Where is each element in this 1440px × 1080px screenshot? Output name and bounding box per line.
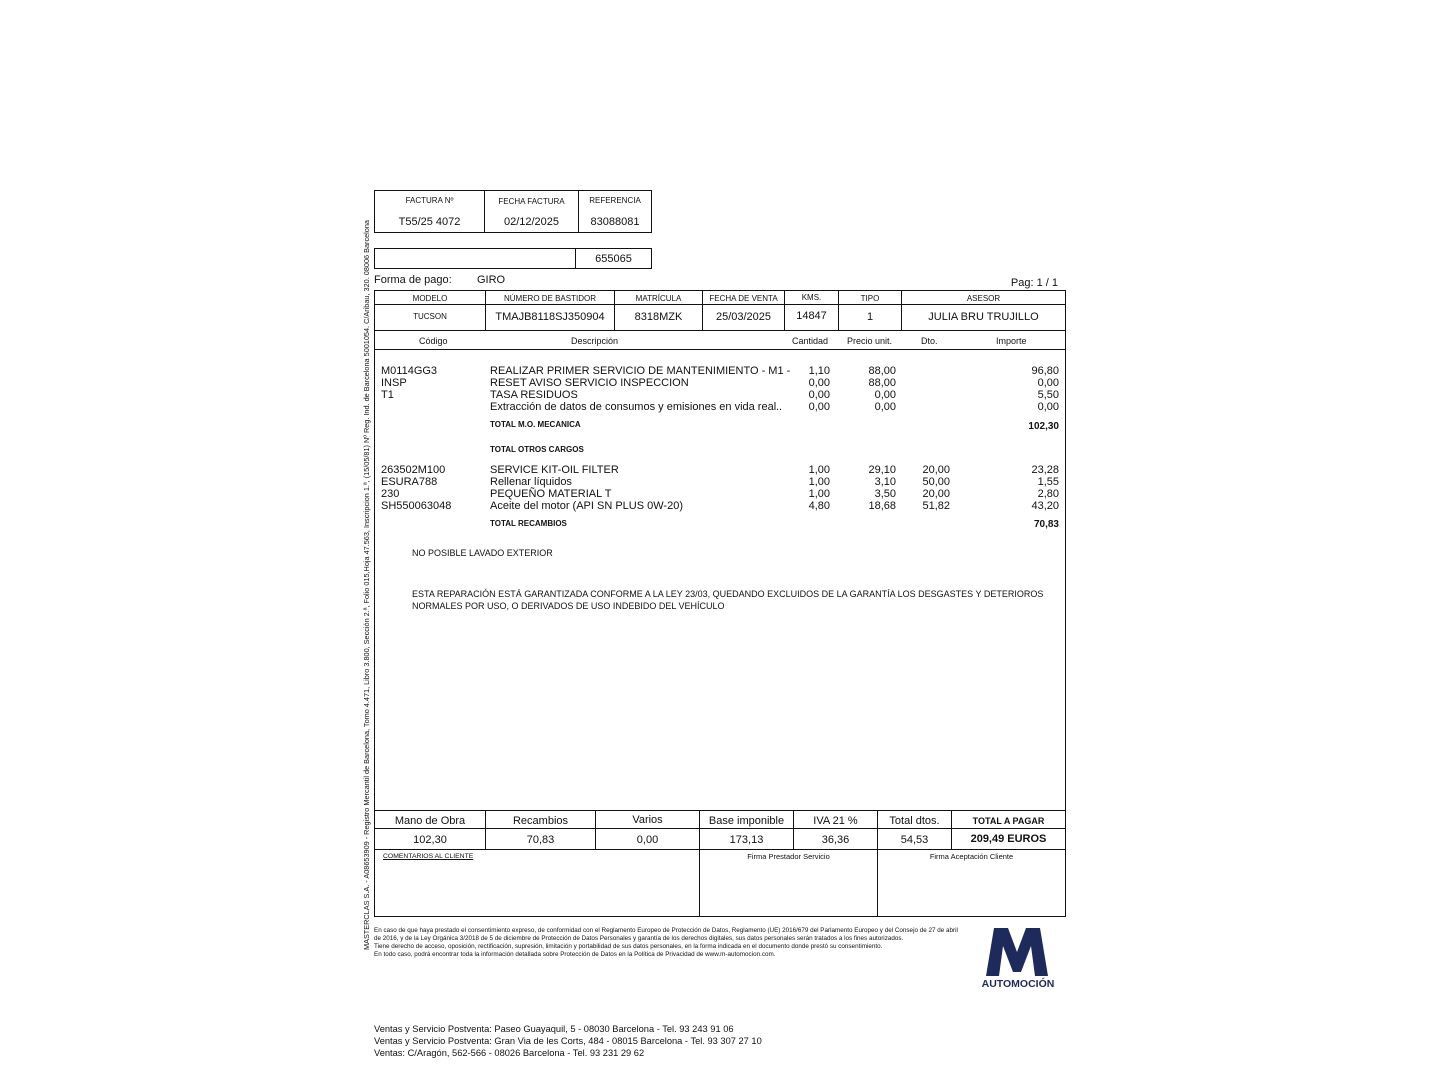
- vehicle-header-kms: KMS.: [801, 293, 822, 302]
- customer-comments-label: COMENTARIOS AL CLIENTE: [383, 853, 474, 860]
- vehicle-plate: 8318MZK: [634, 311, 683, 323]
- line-code: ESURA788: [381, 476, 438, 488]
- line-amount: 1,55: [1037, 476, 1059, 488]
- line-code: 263502M100: [381, 464, 446, 476]
- line-discount: 50,00: [922, 476, 950, 488]
- totals-various-value: 0,00: [636, 834, 659, 846]
- vehicle-model: TUCSON: [413, 312, 447, 321]
- line-amount: 43,20: [1031, 500, 1059, 512]
- line-item: [0, 401, 1440, 413]
- line-item: [0, 365, 1440, 377]
- vehicle-advisor: JULIA BRU TRUJILLO: [928, 311, 1039, 323]
- reference-number: 83088081: [590, 216, 640, 228]
- line-code: INSP: [381, 377, 407, 389]
- line-price: 88,00: [868, 377, 896, 389]
- line-price: 0,00: [874, 401, 896, 413]
- line-description: SERVICE KIT-OIL FILTER: [490, 464, 619, 476]
- totals-header-various: Varios: [632, 814, 663, 826]
- vehicle-header-matricula: MATRÍCULA: [635, 294, 682, 303]
- line-description: Rellenar líquidos: [490, 476, 572, 488]
- registry-side-text: MASTERCLAS S.A. - A08653909 - Registro Mercantil de Barcelona, Tomo 4.471, Libro 3.800, Sección 2.ª, Folio 015,Hoja 47.563, Inscripcion 1.ª, (15/05/81) Nº Reg. Ind. de Barcelona 5001054. C/Aribau, 320. 08006 Barcelona: [362, 220, 371, 950]
- line-description: Extracción de datos de consumos y emisiones en vida real: [490, 401, 777, 413]
- line-item: [0, 500, 1440, 512]
- vehicle-header-tipo: TIPO: [860, 294, 880, 303]
- line-description: Aceite del motor (API SN PLUS 0W-20): [490, 500, 683, 512]
- payment-value: GIRO: [477, 274, 506, 286]
- line-amount: 23,28: [1031, 464, 1059, 476]
- totals-header-base: Base imponible: [708, 815, 785, 827]
- line-qty: 1,00: [808, 464, 830, 476]
- legal-line: En todo caso, podrá encontrar toda la información detallada sobre Protección de Datos en la Política de Privacidad de www.m-automocion.com.: [374, 950, 776, 958]
- line-price: 3,50: [874, 488, 896, 500]
- col-precio: Precio unit.: [847, 336, 893, 346]
- totals-labor-value: 102,30: [413, 834, 447, 846]
- line-description: PEQUEÑO MATERIAL T: [490, 488, 612, 500]
- line-price: 3,10: [874, 476, 896, 488]
- totals-header-discounts: Total dtos.: [889, 815, 940, 827]
- customer-ref-value: 655065: [595, 253, 632, 265]
- parts-total-value: 70,83: [1033, 519, 1059, 530]
- line-amount: 2,80: [1037, 488, 1059, 500]
- line-amount: 5,50: [1037, 389, 1059, 401]
- m-automocion-logo-icon: [986, 926, 1048, 978]
- line-description: REALIZAR PRIMER SERVICIO DE MANTENIMIENTO - M1 -: [490, 365, 791, 377]
- referencia-label: REFERENCIA: [589, 196, 641, 205]
- other-charges-label: TOTAL OTROS CARGOS: [490, 445, 584, 454]
- totals-vat-value: 36,36: [821, 834, 850, 846]
- invoice-date: 02/12/2025: [503, 216, 560, 228]
- line-price: 29,10: [868, 464, 896, 476]
- totals-header-parts: Recambios: [512, 815, 569, 827]
- line-qty: 0,00: [808, 401, 830, 413]
- line-qty: 0,00: [808, 377, 830, 389]
- payment-label: Forma de pago:: [374, 274, 452, 286]
- totals-header-labor: Mano de Obra: [394, 815, 466, 827]
- col-descripcion: Descripción: [571, 336, 619, 346]
- line-code: M0114GG3: [381, 365, 438, 377]
- line-code: 230: [381, 488, 400, 500]
- line-price: 18,68: [868, 500, 896, 512]
- privacy-legal-text: [374, 927, 984, 959]
- line-item: [0, 476, 1440, 488]
- total-to-pay-value: 209,49 EUROS: [970, 833, 1047, 845]
- line-qty: 1,10: [808, 365, 830, 377]
- vehicle-header-modelo: MODELO: [412, 294, 448, 303]
- line-qty: 1,00: [808, 488, 830, 500]
- line-amount: 0,00: [1037, 377, 1059, 389]
- line-qty: 1,00: [808, 476, 830, 488]
- col-dto: Dto.: [921, 336, 938, 346]
- line-item: [0, 488, 1440, 500]
- line-description: TASA RESIDUOS: [490, 389, 578, 401]
- line-amount: 96,80: [1031, 365, 1059, 377]
- factura-number: T55/25 4072: [398, 216, 461, 228]
- totals-discounts-value: 54,53: [900, 834, 929, 846]
- legal-line: Tiene derecho de acceso, oposición, rectificación, supresión, limitación y portabilidad de sus datos personales, en la forma indicada en el documento donde prestó su consentimiento.: [374, 942, 883, 950]
- parts-total-label: TOTAL RECAMBIOS: [490, 519, 567, 528]
- factura-label: FACTURA Nº: [405, 196, 454, 205]
- vehicle-vin: TMAJB8118SJ350904: [495, 311, 605, 323]
- legal-line: de 2016, y de la Ley Orgánica 3/2018 de 5 de diciembre de Protección de Datos Personales y garantía de los derechos digitales, sus datos personales serán tratados a los fines autorizados.: [374, 934, 904, 942]
- client-signature-label: Firma Aceptación Cliente: [929, 852, 1014, 861]
- vehicle-header-bastidor: NÚMERO DE BASTIDOR: [503, 294, 596, 303]
- line-item: [0, 389, 1440, 401]
- provider-signature-label: Firma Prestador Servicio: [747, 852, 830, 861]
- line-item: [0, 464, 1440, 476]
- labor-total-value: 102,30: [1028, 421, 1059, 432]
- line-price: 88,00: [868, 365, 896, 377]
- vehicle-kms: 14847: [796, 310, 827, 322]
- line-price: 0,00: [874, 389, 896, 401]
- totals-base-value: 173,13: [729, 834, 764, 846]
- line-amount: 0,00: [1037, 401, 1059, 413]
- logo-text: AUTOMOCIÓN: [981, 978, 1055, 990]
- col-codigo: Código: [419, 336, 448, 346]
- line-discount: 20,00: [922, 464, 950, 476]
- line-description: RESET AVISO SERVICIO INSPECCION: [490, 377, 689, 389]
- totals-header-total: TOTAL A PAGAR: [972, 816, 1045, 826]
- address-line: Ventas: C/Aragón, 562-566 - 08026 Barcelona - Tel. 93 231 29 62: [374, 1048, 645, 1058]
- line-code: SH550063048: [381, 500, 452, 512]
- line-qty: 4,80: [808, 500, 830, 512]
- line-discount: 51,82: [922, 500, 950, 512]
- warranty-note-line2: NORMALES POR USO, O DERIVADOS DE USO INDEBIDO DEL VEHÍCULO: [412, 601, 725, 611]
- address-line: Ventas y Servicio Postventa: Gran Via de les Corts, 484 - 08015 Barcelona - Tel. 93 307 27 10: [374, 1036, 762, 1046]
- vehicle-type: 1: [866, 311, 874, 323]
- totals-header-vat: IVA 21 %: [813, 815, 858, 827]
- note-washing: NO POSIBLE LAVADO EXTERIOR: [412, 548, 553, 558]
- warranty-note-line1: ESTA REPARACIÓN ESTÁ GARANTIZADA CONFORME A LA LEY 23/03, QUEDANDO EXCLUIDOS DE LA GARANTÍA LOS DESGASTES Y DETERIOROS: [412, 589, 1044, 599]
- page-number: Pag: 1 / 1: [1010, 277, 1058, 289]
- address-line: Ventas y Servicio Postventa: Paseo Guayaquil, 5 - 08030 Barcelona - Tel. 93 243 91 06: [374, 1024, 734, 1034]
- line-code: T1: [381, 389, 394, 401]
- fecha-label: FECHA FACTURA: [498, 197, 565, 206]
- vehicle-sale-date: 25/03/2025: [715, 311, 772, 323]
- vehicle-header-fecha-venta: FECHA DE VENTA: [709, 294, 778, 303]
- labor-total-label: TOTAL M.O. MECANICA: [490, 420, 581, 429]
- col-importe: Importe: [996, 336, 1027, 346]
- legal-line: En caso de que haya prestado el consentimiento expreso, de conformidad con el Reglamento Europeo de Protección de Datos, Reglamento (UE) 2016/679 del Parlamento Europeo y del Consejo de 27 de abril: [374, 927, 958, 934]
- line-discount: 20,00: [922, 488, 950, 500]
- col-cantidad: Cantidad: [792, 336, 829, 346]
- line-qty: 0,00: [808, 389, 830, 401]
- line-mark: ..: [776, 401, 783, 413]
- vehicle-header-asesor: ASESOR: [966, 294, 1001, 303]
- totals-parts-value: 70,83: [526, 834, 555, 846]
- line-item: [0, 377, 1440, 389]
